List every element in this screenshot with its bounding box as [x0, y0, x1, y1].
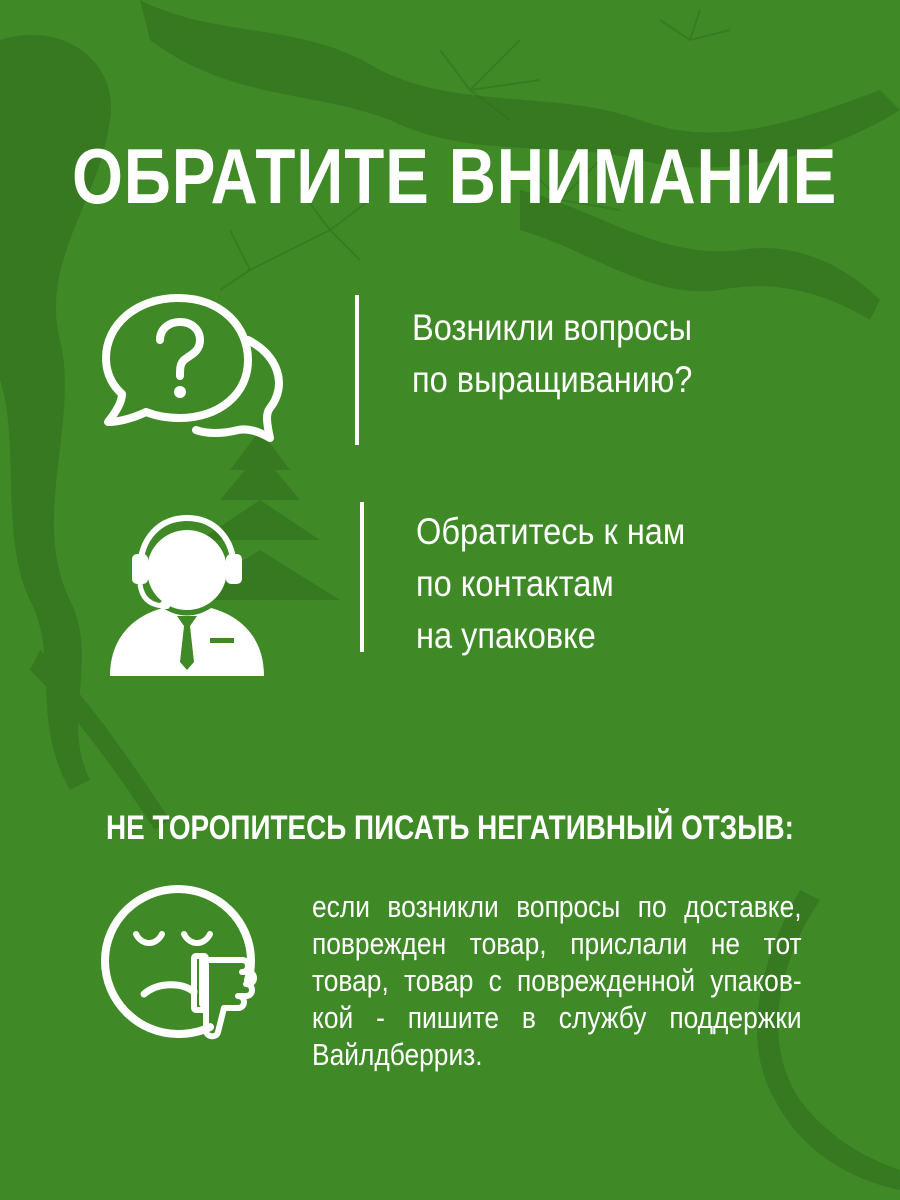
page-title: ОБРАТИТЕ ВНИМАНИЕ	[72, 132, 838, 220]
warning-line: товар, товар с поврежденной упаков-	[312, 963, 802, 998]
warning-line: поврежден товар, прислали не тот	[312, 926, 802, 961]
row-questions-text	[412, 302, 692, 406]
row-divider	[355, 295, 359, 445]
warning-line: Вайлдберриз.	[312, 1037, 483, 1072]
row-contacts-line: Обратитесь к нам	[416, 511, 686, 552]
row-contacts-line: по контактам	[416, 563, 614, 604]
row-contacts-text	[416, 506, 685, 662]
warning-line: кой - пишите в службу поддержки	[312, 1000, 802, 1035]
sad-face-thumbs-down-icon	[98, 882, 266, 1042]
row-divider	[360, 502, 364, 652]
row-contacts-line: на упаковке	[416, 615, 596, 656]
row-questions-line: по выращиванию?	[412, 359, 693, 400]
warning-heading: НЕ ТОРОПИТЕСЬ ПИСАТЬ НЕГАТИВНЫЙ ОТЗЫВ:	[106, 809, 794, 847]
row-questions-line: Возникли вопросы	[412, 307, 692, 348]
chat-question-icon	[98, 290, 288, 445]
warning-text	[312, 888, 857, 1073]
support-operator-icon	[108, 508, 266, 678]
warning-line: если возникли вопросы по доставке,	[312, 889, 802, 924]
